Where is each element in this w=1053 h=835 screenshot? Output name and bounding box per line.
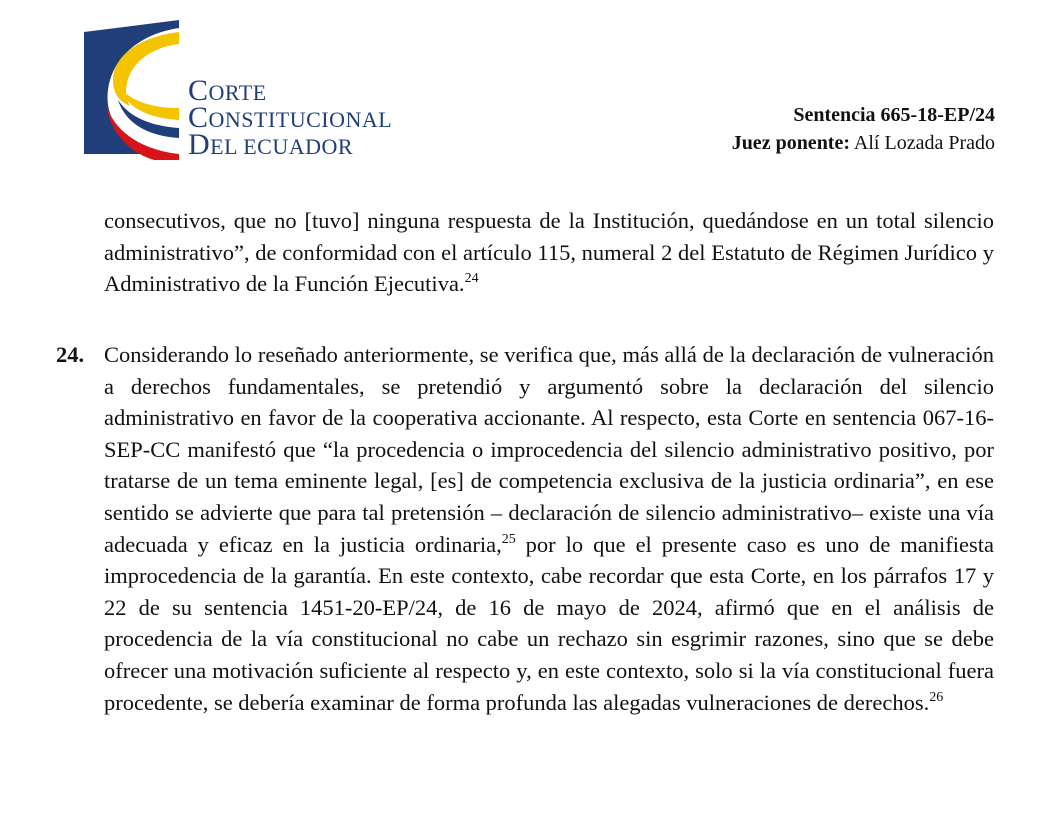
logo-line-3: DEL ECUADOR bbox=[188, 128, 354, 161]
logo-line-2: CONSTITUCIONAL bbox=[188, 101, 393, 134]
judge-name: Alí Lozada Prado bbox=[853, 132, 995, 154]
logo-line-1: CORTE bbox=[188, 74, 267, 107]
footnote-ref-26[interactable]: 26 bbox=[929, 689, 944, 705]
sentencia-number: Sentencia 665-18-EP/24 bbox=[793, 104, 995, 126]
footnote-ref-25[interactable]: 25 bbox=[501, 531, 516, 547]
paragraph-2-text-b: por lo que el presente caso es uno de manifiesta improcedencia de la garantía. En este contexto, cabe recordar que esta Corte, en los párrafos 17 y 22 de su sentencia 1451-20-EP/24, de 16 de mayo de 2024, afirmó que en el análisis de procedencia de la vía constitucional no cabe un rechazo sin esgrimir razones, sino que se debe ofrecer una motivación suficiente al respecto y, en este contexto, solo si la vía constitucional fuera procedente, se debería examinar de forma profunda las alegadas vulneraciones de derechos. bbox=[104, 531, 994, 715]
paragraph-24 bbox=[104, 339, 994, 718]
logo-text bbox=[188, 74, 393, 161]
case-header bbox=[732, 101, 995, 157]
paragraph-continuation bbox=[104, 205, 994, 300]
footnote-ref-24[interactable]: 24 bbox=[464, 271, 479, 287]
paragraph-2-text-a: Considerando lo reseñado anteriormente, se verifica que, más allá de la declaración de vulneración a derechos fundamentales, se pretendió y argumentó sobre la declaración del silencio administrativo en favor de la cooperativa accionante. Al respecto, esta Corte en sentencia 067-16-SEP-CC manifestó que “la procedencia o improcedencia del silencio administrativo positivo, por tratarse de un tema eminente legal, [es] de competencia exclusiva de la justicia ordinaria”, en ese sentido se advierte que para tal pretensión – declaración de silencio administrativo– existe una vía adecuada y eficaz en la justicia ordinaria, bbox=[104, 342, 994, 557]
court-emblem-icon bbox=[84, 20, 194, 160]
paragraph-number: 24. bbox=[56, 342, 85, 367]
paragraph-1-text: consecutivos, que no [tuvo] ninguna respuesta de la Institución, quedándose en un total silencio administrativo”, de conformidad con el artículo 115, numeral 2 del Estatuto de Régimen Jurídico y Administrativo de la Función Ejecutiva. bbox=[104, 208, 994, 297]
court-logo bbox=[84, 20, 424, 160]
judge-line bbox=[732, 129, 995, 157]
judge-label: Juez ponente: bbox=[731, 132, 851, 154]
